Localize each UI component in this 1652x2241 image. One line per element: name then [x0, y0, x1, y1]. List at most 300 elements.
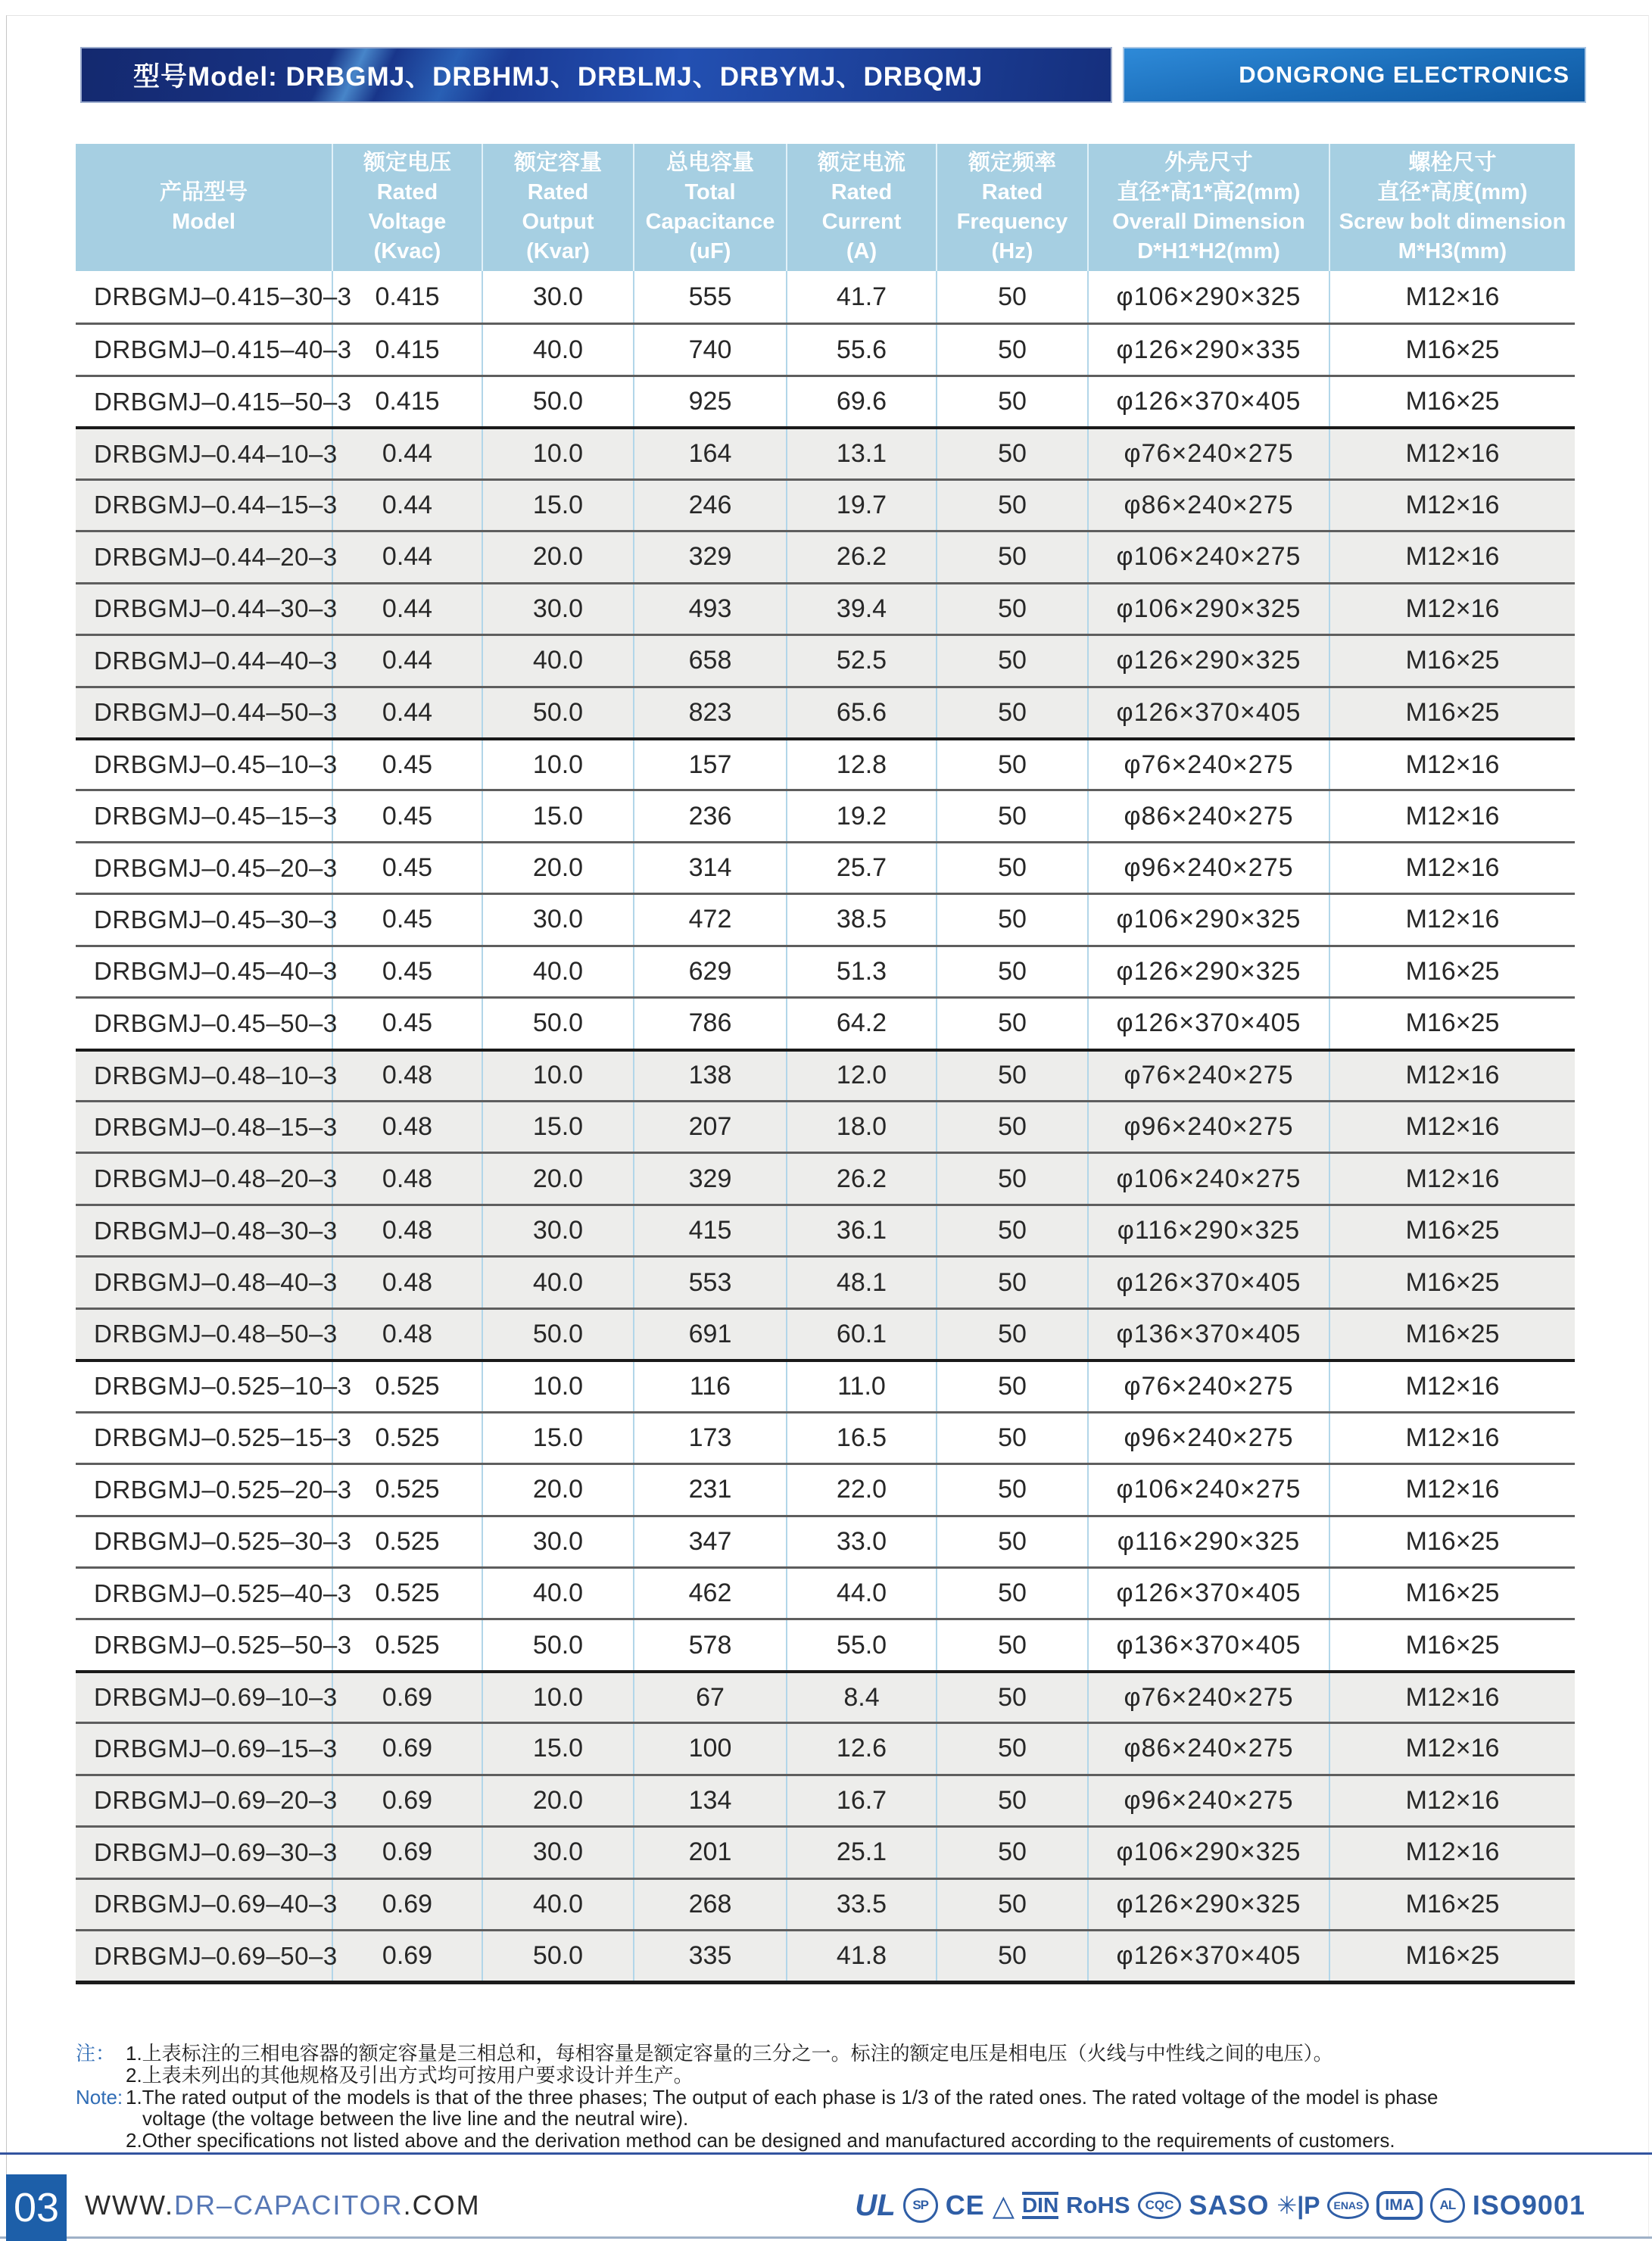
cell-total-capacitance: 164 [634, 429, 787, 478]
cell-total-capacitance: 314 [634, 843, 787, 893]
cell-total-capacitance: 134 [634, 1776, 787, 1825]
table-row [76, 323, 1575, 374]
column-header-model: 产品型号 Model [76, 144, 333, 271]
cell-rated-frequency: 50 [937, 1673, 1089, 1722]
cell-rated-voltage: 0.44 [333, 532, 483, 581]
cell-model: DRBGMJ–0.44–15–3 [76, 481, 333, 530]
cell-total-capacitance: 658 [634, 636, 787, 685]
cell-rated-current: 48.1 [787, 1258, 937, 1307]
cell-rated-output: 20.0 [483, 1776, 634, 1825]
cell-overall-dimension: φ106×240×275 [1089, 1465, 1330, 1514]
table-row [76, 530, 1575, 581]
cell-overall-dimension: φ106×290×325 [1089, 1828, 1330, 1877]
cell-overall-dimension: φ76×240×275 [1089, 1052, 1330, 1100]
cell-rated-voltage: 0.48 [333, 1154, 483, 1203]
cell-overall-dimension: φ76×240×275 [1089, 1362, 1330, 1410]
table-row [76, 1308, 1575, 1359]
cell-screw-bolt-dimension: M12×16 [1405, 282, 1500, 311]
cell-overall-dimension: φ106×290×325 [1089, 895, 1330, 944]
cell-rated-frequency: 50 [937, 481, 1089, 530]
cell-rated-voltage: 0.44 [333, 584, 483, 634]
cell-total-capacitance: 173 [634, 1413, 787, 1463]
table-row [76, 1204, 1575, 1255]
cell-total-capacitance: 116 [634, 1362, 787, 1410]
cell-rated-current: 26.2 [787, 532, 937, 581]
note-line [76, 2065, 1587, 2087]
cell-model: DRBGMJ–0.44–10–3 [76, 429, 333, 478]
cell-rated-current: 22.0 [787, 1465, 937, 1514]
table-row [76, 1566, 1575, 1618]
cell-overall-dimension: φ126×370×405 [1089, 377, 1330, 426]
table-row [76, 426, 1575, 478]
cell-model: DRBGMJ–0.525–15–3 [76, 1413, 333, 1463]
table-row [76, 478, 1575, 530]
note-zh-1: 1.上表标注的三相电容器的额定容量是三相总和，每相容量是额定容量的三分之一。标注的额定电压是相电压（火线与中性线之间的电压）。 [126, 2042, 1333, 2065]
table-row [76, 841, 1575, 893]
cell-rated-frequency: 50 [937, 429, 1089, 478]
cell-overall-dimension: φ96×240×275 [1089, 843, 1330, 893]
cell-rated-voltage: 0.69 [333, 1880, 483, 1929]
cell-model: DRBGMJ–0.45–30–3 [76, 895, 333, 944]
cell-overall-dimension: φ76×240×275 [1089, 740, 1330, 789]
note-label-en: Note: [76, 2085, 123, 2109]
cell-model: DRBGMJ–0.45–40–3 [76, 947, 333, 996]
notes-section [76, 2043, 1587, 2152]
cell-rated-output: 30.0 [483, 1828, 634, 1877]
note-line [76, 2130, 1587, 2152]
cell-rated-current: 55.6 [787, 325, 937, 374]
cert-saso-icon: SASO [1189, 2190, 1270, 2221]
cell-rated-current: 12.8 [787, 740, 937, 789]
cell-rated-frequency: 50 [937, 325, 1089, 374]
cert-ce-icon: CE [945, 2190, 985, 2221]
cell-overall-dimension: φ116×290×325 [1089, 1517, 1330, 1566]
cell-rated-frequency: 50 [937, 947, 1089, 996]
cell-rated-output: 15.0 [483, 1724, 634, 1773]
cell-rated-current: 69.6 [787, 377, 937, 426]
table-row [76, 686, 1575, 737]
cell-rated-frequency: 50 [937, 271, 1089, 323]
column-header-overall-dimension: 外壳尺寸 直径*高1*高2(mm) Overall Dimension D*H1*H2(mm) [1089, 144, 1330, 271]
cell-model: DRBGMJ–0.44–30–3 [76, 584, 333, 634]
cell-rated-current: 16.5 [787, 1413, 937, 1463]
cell-rated-frequency: 50 [937, 1620, 1089, 1669]
cell-rated-frequency: 50 [937, 1465, 1089, 1514]
cell-rated-current: 41.7 [787, 271, 937, 323]
cell-rated-output: 40.0 [483, 325, 634, 374]
cell-rated-voltage: 0.48 [333, 1206, 483, 1255]
cell-rated-voltage: 0.45 [333, 947, 483, 996]
cell-overall-dimension: φ96×240×275 [1089, 1102, 1330, 1152]
cell-overall-dimension: φ126×290×335 [1089, 325, 1330, 374]
table-row [76, 1825, 1575, 1877]
cell-total-capacitance: 553 [634, 1258, 787, 1307]
cell-rated-voltage: 0.45 [333, 791, 483, 840]
table-row [76, 375, 1575, 426]
cell-rated-voltage: 0.48 [333, 1310, 483, 1359]
cell-rated-output: 15.0 [483, 1413, 634, 1463]
cell-screw-bolt-dimension: M16×25 [1405, 1319, 1500, 1348]
cell-total-capacitance: 925 [634, 377, 787, 426]
cell-rated-output: 30.0 [483, 895, 634, 944]
cell-total-capacitance: 493 [634, 584, 787, 634]
table-header-row [76, 144, 1575, 271]
cell-overall-dimension: φ136×370×405 [1089, 1620, 1330, 1669]
cell-total-capacitance: 555 [634, 271, 787, 323]
cell-rated-frequency: 50 [937, 740, 1089, 789]
note-en-2: voltage (the voltage between the live line and the neutral wire). [142, 2107, 689, 2130]
cell-total-capacitance: 207 [634, 1102, 787, 1152]
cert-din-icon: DIN [1022, 2192, 1058, 2219]
cert-enas-icon: ENAS [1327, 2192, 1369, 2219]
cell-rated-output: 15.0 [483, 481, 634, 530]
cell-overall-dimension: φ96×240×275 [1089, 1776, 1330, 1825]
table-row [76, 1411, 1575, 1463]
url-tld: .COM [403, 2190, 481, 2221]
table-row [76, 1463, 1575, 1514]
cell-model: DRBGMJ–0.45–50–3 [76, 999, 333, 1048]
cell-total-capacitance: 236 [634, 791, 787, 840]
cell-overall-dimension: φ86×240×275 [1089, 1724, 1330, 1773]
cell-screw-bolt-dimension: M12×16 [1405, 490, 1500, 519]
cell-screw-bolt-dimension: M12×16 [1405, 1837, 1500, 1867]
table-row [76, 634, 1575, 685]
cell-total-capacitance: 415 [634, 1206, 787, 1255]
cert-ima-icon: IMA [1376, 2191, 1423, 2220]
cell-rated-frequency: 50 [937, 584, 1089, 634]
cell-rated-current: 26.2 [787, 1154, 937, 1203]
brand-box [1123, 47, 1586, 103]
cell-total-capacitance: 347 [634, 1517, 787, 1566]
cell-total-capacitance: 823 [634, 688, 787, 737]
table-row [76, 1929, 1575, 1981]
cert--icon: ✳|Ρ [1276, 2192, 1320, 2219]
cell-total-capacitance: 740 [634, 325, 787, 374]
cell-total-capacitance: 246 [634, 481, 787, 530]
cell-rated-frequency: 50 [937, 895, 1089, 944]
cell-screw-bolt-dimension: M12×16 [1405, 853, 1500, 883]
cell-rated-voltage: 0.415 [333, 271, 483, 323]
cell-rated-current: 19.7 [787, 481, 937, 530]
cell-screw-bolt-dimension: M12×16 [1405, 905, 1500, 934]
cell-rated-voltage: 0.69 [333, 1828, 483, 1877]
table-row [76, 1618, 1575, 1669]
cell-overall-dimension: φ126×370×405 [1089, 1931, 1330, 1981]
cert-ul-icon: UL [855, 2188, 896, 2222]
cell-overall-dimension: φ126×370×405 [1089, 1569, 1330, 1618]
url-domain: DR–CAPACITOR [173, 2190, 404, 2221]
cell-rated-output: 40.0 [483, 947, 634, 996]
cell-rated-frequency: 50 [937, 1880, 1089, 1929]
cell-rated-output: 40.0 [483, 1569, 634, 1618]
cell-rated-current: 52.5 [787, 636, 937, 685]
table-row [76, 1722, 1575, 1773]
cell-rated-voltage: 0.415 [333, 325, 483, 374]
cell-rated-voltage: 0.69 [333, 1724, 483, 1773]
cell-rated-voltage: 0.525 [333, 1620, 483, 1669]
cell-rated-current: 55.0 [787, 1620, 937, 1669]
url-www: WWW. [85, 2190, 174, 2221]
cell-total-capacitance: 67 [634, 1673, 787, 1722]
column-header-rated-output: 额定容量 Rated Output (Kvar) [483, 144, 634, 271]
cell-model: DRBGMJ–0.45–20–3 [76, 843, 333, 893]
cell-screw-bolt-dimension: M12×16 [1405, 439, 1500, 469]
cell-rated-output: 30.0 [483, 1517, 634, 1566]
cell-rated-voltage: 0.525 [333, 1362, 483, 1410]
table-row [76, 996, 1575, 1048]
cell-total-capacitance: 335 [634, 1931, 787, 1981]
cell-screw-bolt-dimension: M16×25 [1405, 1216, 1500, 1245]
cell-model: DRBGMJ–0.69–10–3 [76, 1673, 333, 1722]
cell-rated-voltage: 0.48 [333, 1102, 483, 1152]
cell-rated-output: 50.0 [483, 1931, 634, 1981]
cell-screw-bolt-dimension: M12×16 [1405, 542, 1500, 572]
cell-rated-current: 33.0 [787, 1517, 937, 1566]
cell-rated-voltage: 0.69 [333, 1931, 483, 1981]
table-row [76, 1670, 1575, 1722]
cell-rated-output: 50.0 [483, 688, 634, 737]
cell-rated-frequency: 50 [937, 791, 1089, 840]
cell-model: DRBGMJ–0.415–50–3 [76, 377, 333, 426]
cell-rated-current: 16.7 [787, 1776, 937, 1825]
column-header-rated-frequency: 额定频率 Rated Frequency (Hz) [937, 144, 1089, 271]
cell-screw-bolt-dimension: M16×25 [1405, 697, 1500, 727]
cell-rated-output: 20.0 [483, 1154, 634, 1203]
cell-overall-dimension: φ86×240×275 [1089, 791, 1330, 840]
cell-model: DRBGMJ–0.69–50–3 [76, 1931, 333, 1981]
cell-rated-current: 41.8 [787, 1931, 937, 1981]
cell-rated-output: 20.0 [483, 843, 634, 893]
cert--icon: △ [992, 2190, 1015, 2222]
cell-rated-output: 10.0 [483, 1052, 634, 1100]
cell-rated-frequency: 50 [937, 688, 1089, 737]
table-row [76, 582, 1575, 634]
cell-rated-current: 13.1 [787, 429, 937, 478]
table-row [76, 789, 1575, 840]
cell-model: DRBGMJ–0.48–15–3 [76, 1102, 333, 1152]
cell-rated-current: 12.0 [787, 1052, 937, 1100]
cert-al-icon: AL [1430, 2188, 1465, 2223]
note-en-1: 1.The rated output of the models is that of the three phases; The output of each phase is 1/3 of the rated ones. The rated voltage of the model is phase [126, 2085, 1438, 2109]
cell-screw-bolt-dimension: M12×16 [1405, 1061, 1500, 1090]
cell-rated-output: 40.0 [483, 1880, 634, 1929]
cell-rated-current: 33.5 [787, 1880, 937, 1929]
cell-screw-bolt-dimension: M12×16 [1405, 594, 1500, 623]
cell-overall-dimension: φ116×290×325 [1089, 1206, 1330, 1255]
cell-screw-bolt-dimension: M16×25 [1405, 387, 1500, 416]
cell-total-capacitance: 462 [634, 1569, 787, 1618]
cell-rated-output: 50.0 [483, 377, 634, 426]
cell-rated-output: 10.0 [483, 1673, 634, 1722]
cell-rated-frequency: 50 [937, 1413, 1089, 1463]
cell-screw-bolt-dimension: M16×25 [1405, 335, 1500, 364]
cell-rated-voltage: 0.45 [333, 999, 483, 1048]
note-en-3: 2.Other specifications not listed above and the derivation method can be designed and manufactured according to the requirements of customers. [126, 2129, 1395, 2152]
cell-model: DRBGMJ–0.525–20–3 [76, 1465, 333, 1514]
cell-overall-dimension: φ126×290×325 [1089, 1880, 1330, 1929]
cell-screw-bolt-dimension: M16×25 [1405, 1008, 1500, 1038]
cell-overall-dimension: φ136×370×405 [1089, 1310, 1330, 1359]
table-row [76, 893, 1575, 944]
cell-screw-bolt-dimension: M12×16 [1405, 1475, 1500, 1504]
cell-rated-voltage: 0.45 [333, 740, 483, 789]
cell-rated-frequency: 50 [937, 1828, 1089, 1877]
cell-rated-frequency: 50 [937, 843, 1089, 893]
cell-rated-output: 15.0 [483, 791, 634, 840]
cell-rated-frequency: 50 [937, 1724, 1089, 1773]
cell-total-capacitance: 231 [634, 1465, 787, 1514]
cell-rated-frequency: 50 [937, 1310, 1089, 1359]
cell-total-capacitance: 472 [634, 895, 787, 944]
cell-rated-current: 36.1 [787, 1206, 937, 1255]
cell-rated-voltage: 0.69 [333, 1776, 483, 1825]
cell-screw-bolt-dimension: M12×16 [1405, 1423, 1500, 1452]
cell-model: DRBGMJ–0.48–20–3 [76, 1154, 333, 1203]
cell-rated-voltage: 0.415 [333, 377, 483, 426]
cell-total-capacitance: 138 [634, 1052, 787, 1100]
cell-rated-frequency: 50 [937, 532, 1089, 581]
cell-model: DRBGMJ–0.69–20–3 [76, 1776, 333, 1825]
cell-rated-voltage: 0.525 [333, 1569, 483, 1618]
cell-model: DRBGMJ–0.48–10–3 [76, 1052, 333, 1100]
cell-rated-voltage: 0.525 [333, 1517, 483, 1566]
cell-rated-current: 39.4 [787, 584, 937, 634]
cell-screw-bolt-dimension: M16×25 [1405, 1941, 1500, 1971]
cell-rated-output: 10.0 [483, 1362, 634, 1410]
cell-total-capacitance: 157 [634, 740, 787, 789]
cell-rated-voltage: 0.44 [333, 481, 483, 530]
cell-rated-output: 40.0 [483, 1258, 634, 1307]
column-header-total-capacitance: 总电容量 Total Capacitance (uF) [634, 144, 787, 271]
cell-rated-voltage: 0.48 [333, 1052, 483, 1100]
cell-overall-dimension: φ96×240×275 [1089, 1413, 1330, 1463]
page-bottom-line [0, 2236, 1652, 2239]
website-url [85, 2174, 481, 2236]
cell-rated-output: 30.0 [483, 1206, 634, 1255]
cell-rated-current: 25.7 [787, 843, 937, 893]
cert-sp-icon: SP [903, 2188, 938, 2223]
column-header-screw-bolt-dimension: 螺栓尺寸 直径*高度(mm) Screw bolt dimension M*H3(mm) [1339, 151, 1566, 263]
page-number-badge: 03 [6, 2174, 67, 2241]
cell-rated-output: 20.0 [483, 1465, 634, 1514]
cell-rated-current: 25.1 [787, 1828, 937, 1877]
cell-rated-output: 50.0 [483, 999, 634, 1048]
cell-total-capacitance: 201 [634, 1828, 787, 1877]
table-row [76, 1152, 1575, 1203]
table-row [76, 1049, 1575, 1100]
cell-overall-dimension: φ76×240×275 [1089, 1673, 1330, 1722]
cell-rated-voltage: 0.525 [333, 1465, 483, 1514]
cell-model: DRBGMJ–0.45–10–3 [76, 740, 333, 789]
cell-screw-bolt-dimension: M16×25 [1405, 646, 1500, 675]
cell-rated-voltage: 0.45 [333, 843, 483, 893]
cell-rated-output: 50.0 [483, 1620, 634, 1669]
cell-rated-voltage: 0.525 [333, 1413, 483, 1463]
table-row [76, 1255, 1575, 1307]
cell-total-capacitance: 578 [634, 1620, 787, 1669]
table-row [76, 1774, 1575, 1825]
certification-logos [855, 2174, 1585, 2236]
cell-model: DRBGMJ–0.44–50–3 [76, 688, 333, 737]
cell-rated-current: 11.0 [787, 1362, 937, 1410]
cell-rated-voltage: 0.48 [333, 1258, 483, 1307]
table-row [76, 271, 1575, 323]
cell-model: DRBGMJ–0.48–50–3 [76, 1310, 333, 1359]
cell-rated-frequency: 50 [937, 377, 1089, 426]
cell-overall-dimension: φ126×370×405 [1089, 1258, 1330, 1307]
note-line [76, 2043, 1587, 2065]
cell-model: DRBGMJ–0.44–40–3 [76, 636, 333, 685]
cell-model: DRBGMJ–0.525–50–3 [76, 1620, 333, 1669]
cell-rated-voltage: 0.69 [333, 1673, 483, 1722]
cell-rated-current: 19.2 [787, 791, 937, 840]
cell-screw-bolt-dimension: M12×16 [1405, 1785, 1500, 1815]
cell-model: DRBGMJ–0.525–40–3 [76, 1569, 333, 1618]
cell-rated-voltage: 0.44 [333, 429, 483, 478]
cell-rated-output: 40.0 [483, 636, 634, 685]
cell-total-capacitance: 329 [634, 1154, 787, 1203]
cell-rated-current: 8.4 [787, 1673, 937, 1722]
cell-overall-dimension: φ106×240×275 [1089, 532, 1330, 581]
spec-table [76, 144, 1575, 1984]
cell-screw-bolt-dimension: M12×16 [1405, 1112, 1500, 1142]
footer-divider-line [0, 2152, 1652, 2155]
cell-model: DRBGMJ–0.69–15–3 [76, 1724, 333, 1773]
cert-cqc-icon: CQC [1138, 2192, 1182, 2219]
cell-screw-bolt-dimension: M12×16 [1405, 1734, 1500, 1763]
cell-rated-voltage: 0.45 [333, 895, 483, 944]
cell-rated-frequency: 50 [937, 1569, 1089, 1618]
cell-model: DRBGMJ–0.525–30–3 [76, 1517, 333, 1566]
column-header-rated-current: 额定电流 Rated Current (A) [787, 144, 937, 271]
cell-rated-frequency: 50 [937, 1931, 1089, 1981]
model-banner [80, 47, 1112, 103]
cell-rated-current: 60.1 [787, 1310, 937, 1359]
cell-rated-current: 51.3 [787, 947, 937, 996]
cell-overall-dimension: φ106×290×325 [1089, 584, 1330, 634]
cert-iso9001-icon: ISO9001 [1472, 2190, 1585, 2221]
cell-model: DRBGMJ–0.48–40–3 [76, 1258, 333, 1307]
cell-screw-bolt-dimension: M12×16 [1405, 801, 1500, 831]
cell-overall-dimension: φ86×240×275 [1089, 481, 1330, 530]
cell-rated-frequency: 50 [937, 999, 1089, 1048]
cell-overall-dimension: φ126×290×325 [1089, 947, 1330, 996]
cell-overall-dimension: φ106×290×325 [1089, 271, 1330, 323]
note-label-zh: 注： [76, 2042, 116, 2065]
cell-rated-output: 30.0 [483, 271, 634, 323]
cell-total-capacitance: 100 [634, 1724, 787, 1773]
cell-model: DRBGMJ–0.69–30–3 [76, 1828, 333, 1877]
cert-rohs-icon: RoHS [1066, 2192, 1130, 2218]
cell-total-capacitance: 691 [634, 1310, 787, 1359]
cell-screw-bolt-dimension: M12×16 [1405, 750, 1500, 779]
note-zh-2: 2.上表未列出的其他规格及引出方式均可按用户要求设计并生产。 [126, 2063, 694, 2087]
table-row [76, 945, 1575, 996]
cell-model: DRBGMJ–0.69–40–3 [76, 1880, 333, 1929]
cell-rated-frequency: 50 [937, 1052, 1089, 1100]
cell-screw-bolt-dimension: M12×16 [1405, 1682, 1500, 1712]
cell-rated-output: 20.0 [483, 532, 634, 581]
cell-rated-current: 18.0 [787, 1102, 937, 1152]
cell-total-capacitance: 786 [634, 999, 787, 1048]
cell-overall-dimension: φ76×240×275 [1089, 429, 1330, 478]
cell-screw-bolt-dimension: M16×25 [1405, 1579, 1500, 1608]
cell-rated-frequency: 50 [937, 1206, 1089, 1255]
cell-screw-bolt-dimension: M16×25 [1405, 1889, 1500, 1918]
cell-rated-voltage: 0.44 [333, 636, 483, 685]
cell-rated-output: 15.0 [483, 1102, 634, 1152]
cell-model: DRBGMJ–0.415–30–3 [76, 271, 333, 323]
